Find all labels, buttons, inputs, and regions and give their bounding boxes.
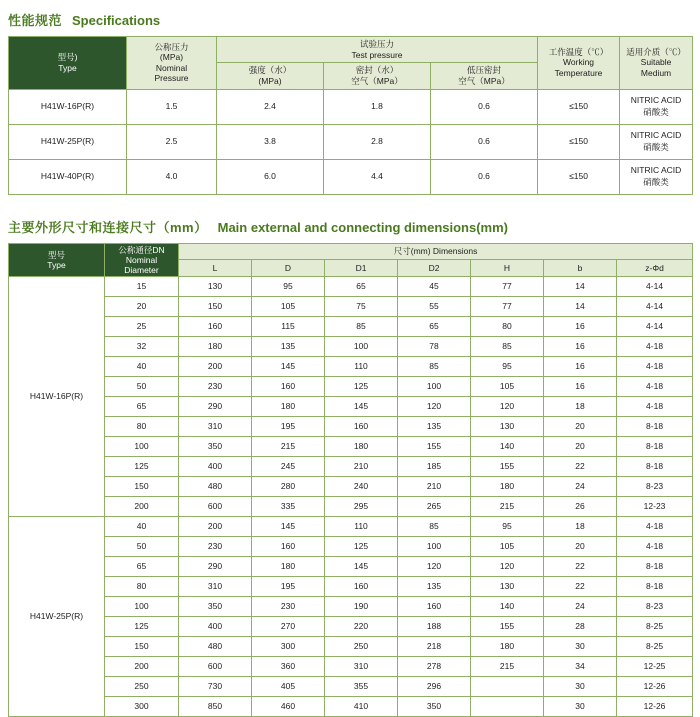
table-row bbox=[9, 677, 693, 697]
table-row bbox=[9, 277, 693, 297]
header-dimensions-group: 尺寸(mm) Dimensions bbox=[179, 243, 693, 260]
cell-d1: 310 bbox=[325, 657, 398, 677]
cell-dn: 40 bbox=[105, 517, 179, 537]
section-heading-cn: 性能规范 bbox=[8, 10, 62, 29]
cell-d2: 135 bbox=[398, 417, 471, 437]
cell-l: 200 bbox=[179, 517, 252, 537]
cell-d2: 218 bbox=[398, 637, 471, 657]
cell-d1: 110 bbox=[325, 357, 398, 377]
cell-zd: 4-14 bbox=[617, 277, 693, 297]
header-type: 型号) Type bbox=[9, 37, 127, 90]
cell-zd: 8-23 bbox=[617, 597, 693, 617]
medium-en: NITRIC ACID bbox=[621, 130, 691, 141]
cell-d1: 160 bbox=[325, 577, 398, 597]
cell-h: 155 bbox=[471, 617, 544, 637]
table-row bbox=[9, 637, 693, 657]
cell-d: 180 bbox=[252, 557, 325, 577]
cell-h: 215 bbox=[471, 497, 544, 517]
cell-l: 310 bbox=[179, 577, 252, 597]
cell-d: 270 bbox=[252, 617, 325, 637]
cell-d: 160 bbox=[252, 537, 325, 557]
cell-b: 14 bbox=[544, 297, 617, 317]
cell-zd: 4-18 bbox=[617, 377, 693, 397]
cell-h: 215 bbox=[471, 657, 544, 677]
medium-en: NITRIC ACID bbox=[621, 95, 691, 106]
cell-d2: 155 bbox=[398, 437, 471, 457]
table-row bbox=[9, 377, 693, 397]
cell-d2: 160 bbox=[398, 597, 471, 617]
cell-h: 130 bbox=[471, 417, 544, 437]
cell-d: 160 bbox=[252, 377, 325, 397]
table-row bbox=[9, 497, 693, 517]
cell-d: 460 bbox=[252, 697, 325, 717]
dimensions-table-body bbox=[9, 277, 693, 717]
cell-d1: 100 bbox=[325, 337, 398, 357]
cell-l: 200 bbox=[179, 357, 252, 377]
cell-d2: 120 bbox=[398, 397, 471, 417]
cell-dn: 200 bbox=[105, 657, 179, 677]
cell-d: 215 bbox=[252, 437, 325, 457]
cell-strength: 6.0 bbox=[217, 159, 324, 194]
cell-d1: 240 bbox=[325, 477, 398, 497]
table-row bbox=[9, 577, 693, 597]
cell-h: 105 bbox=[471, 377, 544, 397]
cell-b: 30 bbox=[544, 697, 617, 717]
cell-d1: 250 bbox=[325, 637, 398, 657]
cell-working-temperature: ≤150 bbox=[538, 124, 620, 159]
cell-l: 400 bbox=[179, 617, 252, 637]
cell-d1: 125 bbox=[325, 537, 398, 557]
cell-dn: 65 bbox=[105, 397, 179, 417]
cell-zd: 4-18 bbox=[617, 337, 693, 357]
cell-zd: 8-18 bbox=[617, 437, 693, 457]
cell-d2: 78 bbox=[398, 337, 471, 357]
cell-l: 350 bbox=[179, 597, 252, 617]
table-row bbox=[9, 697, 693, 717]
cell-zd: 12-26 bbox=[617, 677, 693, 697]
cell-b: 20 bbox=[544, 417, 617, 437]
cell-d: 195 bbox=[252, 417, 325, 437]
table-row bbox=[9, 317, 693, 337]
cell-dn: 80 bbox=[105, 577, 179, 597]
cell-b: 16 bbox=[544, 317, 617, 337]
cell-dn: 150 bbox=[105, 637, 179, 657]
cell-l: 480 bbox=[179, 637, 252, 657]
table-row bbox=[9, 159, 693, 194]
cell-zd: 8-25 bbox=[617, 617, 693, 637]
cell-b: 16 bbox=[544, 337, 617, 357]
cell-group-type: H41W-25P(R) bbox=[9, 517, 105, 717]
cell-l: 480 bbox=[179, 477, 252, 497]
header-tightness-water-air: 密封（水） 空气（MPa） bbox=[324, 63, 431, 89]
cell-dn: 50 bbox=[105, 537, 179, 557]
cell-low-seal: 0.6 bbox=[431, 124, 538, 159]
cell-dn: 150 bbox=[105, 477, 179, 497]
cell-d1: 295 bbox=[325, 497, 398, 517]
cell-dn: 200 bbox=[105, 497, 179, 517]
table-row bbox=[9, 477, 693, 497]
medium-cn: 硝酸类 bbox=[621, 107, 691, 118]
cell-l: 310 bbox=[179, 417, 252, 437]
cell-tightness: 2.8 bbox=[324, 124, 431, 159]
cell-b: 18 bbox=[544, 397, 617, 417]
cell-dn: 300 bbox=[105, 697, 179, 717]
cell-h: 95 bbox=[471, 517, 544, 537]
cell-d2: 185 bbox=[398, 457, 471, 477]
header-low-pressure-seal: 低压密封 空气（MPa） bbox=[431, 63, 538, 89]
cell-zd: 4-18 bbox=[617, 537, 693, 557]
header-nominal-diameter: 公称通径DN Nominal Diameter bbox=[105, 243, 179, 277]
cell-b: 30 bbox=[544, 637, 617, 657]
cell-d1: 180 bbox=[325, 437, 398, 457]
cell-l: 600 bbox=[179, 657, 252, 677]
cell-d2: 65 bbox=[398, 317, 471, 337]
cell-d: 230 bbox=[252, 597, 325, 617]
table-row bbox=[9, 597, 693, 617]
specifications-table bbox=[8, 36, 693, 195]
cell-b: 24 bbox=[544, 597, 617, 617]
header-strength-water: 强度（水） (MPa) bbox=[217, 63, 324, 89]
cell-l: 350 bbox=[179, 437, 252, 457]
dimensions-table bbox=[8, 243, 693, 717]
cell-l: 150 bbox=[179, 297, 252, 317]
cell-d: 115 bbox=[252, 317, 325, 337]
cell-d2: 100 bbox=[398, 537, 471, 557]
cell-strength: 3.8 bbox=[217, 124, 324, 159]
cell-zd: 8-18 bbox=[617, 457, 693, 477]
cell-b: 30 bbox=[544, 677, 617, 697]
cell-dn: 250 bbox=[105, 677, 179, 697]
cell-nominal-pressure: 1.5 bbox=[127, 89, 217, 124]
cell-dn: 125 bbox=[105, 457, 179, 477]
cell-l: 850 bbox=[179, 697, 252, 717]
table-row bbox=[9, 557, 693, 577]
cell-d2: 45 bbox=[398, 277, 471, 297]
cell-h: 120 bbox=[471, 397, 544, 417]
section-heading-dimensions bbox=[0, 217, 700, 236]
cell-tightness: 1.8 bbox=[324, 89, 431, 124]
cell-l: 600 bbox=[179, 497, 252, 517]
cell-b: 22 bbox=[544, 577, 617, 597]
cell-d1: 160 bbox=[325, 417, 398, 437]
cell-d: 195 bbox=[252, 577, 325, 597]
cell-d: 105 bbox=[252, 297, 325, 317]
cell-d: 245 bbox=[252, 457, 325, 477]
header-nominal-pressure: 公称压力 (MPa) Nominal Pressure bbox=[127, 37, 217, 90]
cell-h: 95 bbox=[471, 357, 544, 377]
cell-h: 140 bbox=[471, 437, 544, 457]
cell-dn: 65 bbox=[105, 557, 179, 577]
cell-b: 16 bbox=[544, 377, 617, 397]
cell-d2: 135 bbox=[398, 577, 471, 597]
header-dim-d: D bbox=[252, 260, 325, 277]
cell-low-seal: 0.6 bbox=[431, 89, 538, 124]
cell-d1: 145 bbox=[325, 557, 398, 577]
cell-zd: 4-18 bbox=[617, 517, 693, 537]
cell-l: 230 bbox=[179, 377, 252, 397]
cell-dn: 80 bbox=[105, 417, 179, 437]
cell-zd: 8-25 bbox=[617, 637, 693, 657]
cell-d: 335 bbox=[252, 497, 325, 517]
cell-zd: 4-14 bbox=[617, 317, 693, 337]
cell-d: 145 bbox=[252, 517, 325, 537]
specifications-table-head bbox=[9, 37, 693, 90]
cell-nominal-pressure: 4.0 bbox=[127, 159, 217, 194]
cell-b: 16 bbox=[544, 357, 617, 377]
cell-suitable-medium bbox=[620, 89, 693, 124]
cell-h: 180 bbox=[471, 477, 544, 497]
cell-b: 34 bbox=[544, 657, 617, 677]
table-row bbox=[9, 617, 693, 637]
cell-group-type: H41W-16P(R) bbox=[9, 277, 105, 517]
medium-en: NITRIC ACID bbox=[621, 165, 691, 176]
cell-d2: 296 bbox=[398, 677, 471, 697]
cell-dn: 32 bbox=[105, 337, 179, 357]
header-dim-zd: z-Φd bbox=[617, 260, 693, 277]
cell-zd: 8-18 bbox=[617, 577, 693, 597]
cell-dn: 25 bbox=[105, 317, 179, 337]
cell-h: 105 bbox=[471, 537, 544, 557]
cell-h: 180 bbox=[471, 637, 544, 657]
cell-h: 85 bbox=[471, 337, 544, 357]
table-row bbox=[9, 657, 693, 677]
cell-zd: 12-23 bbox=[617, 497, 693, 517]
table-row bbox=[9, 357, 693, 377]
header-working-temperature: 工作温度（℃） Working Temperature bbox=[538, 37, 620, 90]
header-dim-l: L bbox=[179, 260, 252, 277]
table-row bbox=[9, 517, 693, 537]
table-row bbox=[9, 537, 693, 557]
cell-l: 730 bbox=[179, 677, 252, 697]
cell-zd: 8-23 bbox=[617, 477, 693, 497]
cell-d2: 100 bbox=[398, 377, 471, 397]
cell-low-seal: 0.6 bbox=[431, 159, 538, 194]
medium-cn: 硝酸类 bbox=[621, 142, 691, 153]
cell-d2: 278 bbox=[398, 657, 471, 677]
cell-dn: 20 bbox=[105, 297, 179, 317]
cell-type: H41W-40P(R) bbox=[9, 159, 127, 194]
cell-nominal-pressure: 2.5 bbox=[127, 124, 217, 159]
cell-b: 24 bbox=[544, 477, 617, 497]
header-dim-h: H bbox=[471, 260, 544, 277]
cell-d1: 145 bbox=[325, 397, 398, 417]
cell-h: 130 bbox=[471, 577, 544, 597]
cell-d2: 210 bbox=[398, 477, 471, 497]
table-row bbox=[9, 124, 693, 159]
table-row bbox=[9, 297, 693, 317]
cell-l: 160 bbox=[179, 317, 252, 337]
cell-d1: 85 bbox=[325, 317, 398, 337]
cell-d: 360 bbox=[252, 657, 325, 677]
cell-d: 280 bbox=[252, 477, 325, 497]
table-row bbox=[9, 337, 693, 357]
cell-d: 405 bbox=[252, 677, 325, 697]
cell-l: 290 bbox=[179, 397, 252, 417]
cell-d: 95 bbox=[252, 277, 325, 297]
cell-d2: 55 bbox=[398, 297, 471, 317]
header-dim-d1: D1 bbox=[325, 260, 398, 277]
cell-d1: 190 bbox=[325, 597, 398, 617]
table-row bbox=[9, 437, 693, 457]
cell-suitable-medium bbox=[620, 124, 693, 159]
cell-d2: 188 bbox=[398, 617, 471, 637]
header-test-pressure: 试验压力 Test pressure bbox=[217, 37, 538, 63]
document-page bbox=[0, 10, 700, 717]
cell-h: 140 bbox=[471, 597, 544, 617]
cell-d: 135 bbox=[252, 337, 325, 357]
cell-l: 130 bbox=[179, 277, 252, 297]
cell-h: 77 bbox=[471, 277, 544, 297]
cell-working-temperature: ≤150 bbox=[538, 89, 620, 124]
cell-d1: 125 bbox=[325, 377, 398, 397]
cell-working-temperature: ≤150 bbox=[538, 159, 620, 194]
section-heading-cn-2: 主要外形尺寸和连接尺寸（mm） bbox=[8, 217, 208, 236]
cell-d2: 350 bbox=[398, 697, 471, 717]
cell-l: 230 bbox=[179, 537, 252, 557]
section-heading-en-2: Main external and connecting dimensions(mm) bbox=[218, 220, 508, 235]
dimensions-table-head bbox=[9, 243, 693, 277]
cell-b: 18 bbox=[544, 517, 617, 537]
cell-b: 22 bbox=[544, 457, 617, 477]
cell-d: 300 bbox=[252, 637, 325, 657]
cell-dn: 100 bbox=[105, 597, 179, 617]
cell-d: 180 bbox=[252, 397, 325, 417]
cell-zd: 4-14 bbox=[617, 297, 693, 317]
cell-d: 145 bbox=[252, 357, 325, 377]
cell-zd: 8-18 bbox=[617, 417, 693, 437]
medium-cn: 硝酸类 bbox=[621, 177, 691, 188]
cell-tightness: 4.4 bbox=[324, 159, 431, 194]
cell-b: 26 bbox=[544, 497, 617, 517]
cell-b: 20 bbox=[544, 437, 617, 457]
cell-d2: 85 bbox=[398, 357, 471, 377]
cell-d1: 65 bbox=[325, 277, 398, 297]
cell-b: 20 bbox=[544, 537, 617, 557]
section-heading-en: Specifications bbox=[72, 13, 160, 28]
header-dim-d2: D2 bbox=[398, 260, 471, 277]
cell-d1: 75 bbox=[325, 297, 398, 317]
cell-dn: 100 bbox=[105, 437, 179, 457]
cell-l: 180 bbox=[179, 337, 252, 357]
cell-h: 120 bbox=[471, 557, 544, 577]
section-heading-specifications bbox=[0, 10, 700, 29]
cell-suitable-medium bbox=[620, 159, 693, 194]
specifications-table-body bbox=[9, 89, 693, 194]
cell-d1: 110 bbox=[325, 517, 398, 537]
table-row bbox=[9, 89, 693, 124]
cell-dn: 15 bbox=[105, 277, 179, 297]
cell-zd: 12-26 bbox=[617, 697, 693, 717]
cell-d1: 410 bbox=[325, 697, 398, 717]
cell-h bbox=[471, 677, 544, 697]
cell-d1: 355 bbox=[325, 677, 398, 697]
cell-zd: 8-18 bbox=[617, 557, 693, 577]
table-row bbox=[9, 417, 693, 437]
cell-d1: 210 bbox=[325, 457, 398, 477]
cell-d2: 265 bbox=[398, 497, 471, 517]
cell-zd: 4-18 bbox=[617, 397, 693, 417]
cell-h: 77 bbox=[471, 297, 544, 317]
table-row bbox=[9, 397, 693, 417]
cell-l: 400 bbox=[179, 457, 252, 477]
cell-type: H41W-16P(R) bbox=[9, 89, 127, 124]
cell-type: H41W-25P(R) bbox=[9, 124, 127, 159]
cell-d2: 120 bbox=[398, 557, 471, 577]
table-row bbox=[9, 457, 693, 477]
cell-zd: 12-25 bbox=[617, 657, 693, 677]
header-dim-b: b bbox=[544, 260, 617, 277]
cell-dn: 125 bbox=[105, 617, 179, 637]
cell-strength: 2.4 bbox=[217, 89, 324, 124]
cell-b: 14 bbox=[544, 277, 617, 297]
cell-b: 28 bbox=[544, 617, 617, 637]
cell-d2: 85 bbox=[398, 517, 471, 537]
cell-h: 155 bbox=[471, 457, 544, 477]
cell-l: 290 bbox=[179, 557, 252, 577]
header-suitable-medium: 适用介质（℃） Suitable Medium bbox=[620, 37, 693, 90]
cell-h: 80 bbox=[471, 317, 544, 337]
cell-zd: 4-18 bbox=[617, 357, 693, 377]
cell-d1: 220 bbox=[325, 617, 398, 637]
cell-b: 22 bbox=[544, 557, 617, 577]
cell-dn: 50 bbox=[105, 377, 179, 397]
header-dims-type: 型号 Type bbox=[9, 243, 105, 277]
cell-h bbox=[471, 697, 544, 717]
cell-dn: 40 bbox=[105, 357, 179, 377]
